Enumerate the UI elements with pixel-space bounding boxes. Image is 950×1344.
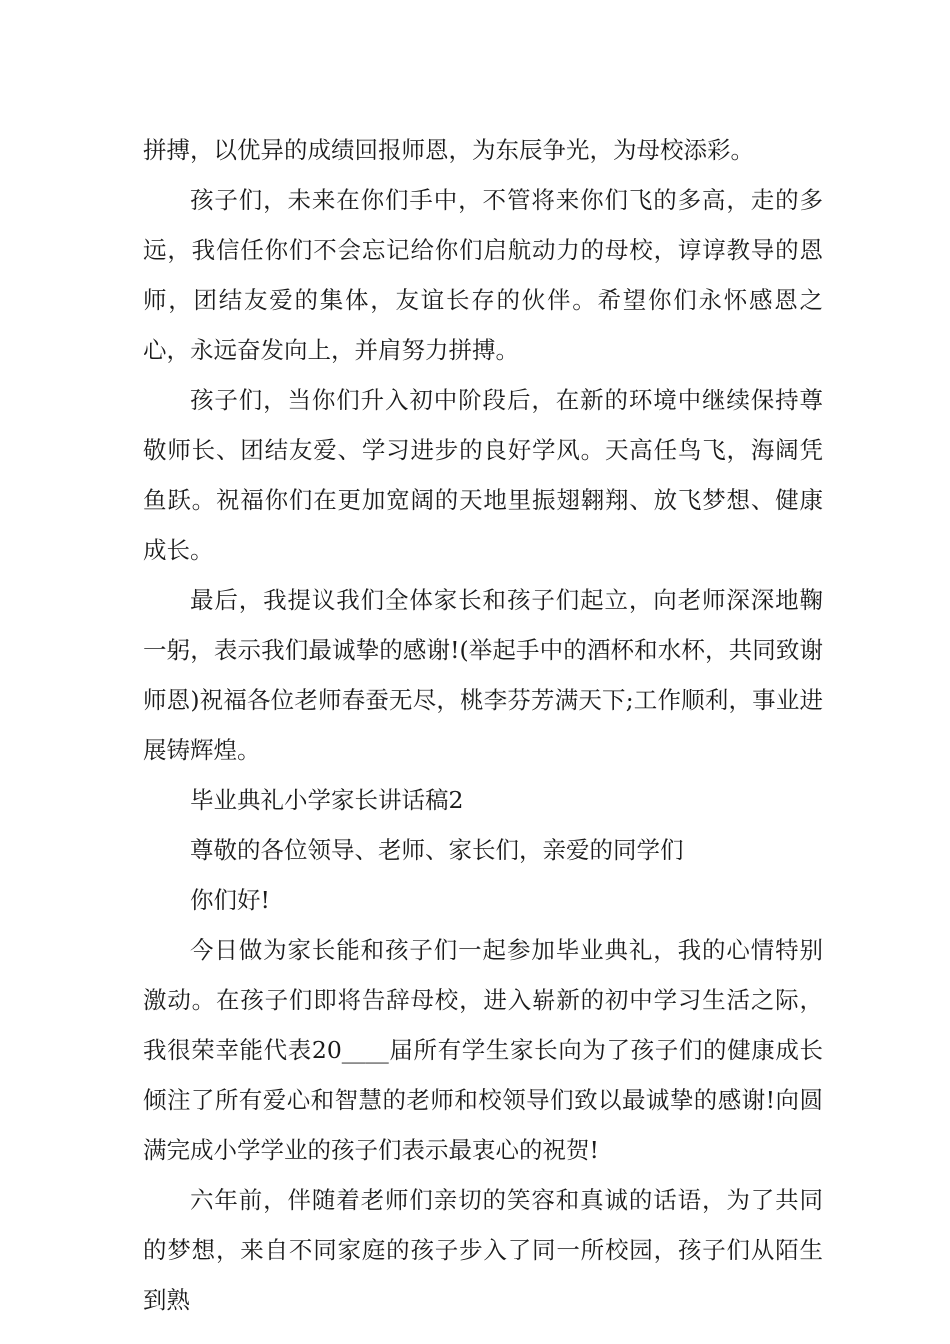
paragraph-1: 拼搏，以优异的成绩回报师恩，为东辰争光，为母校添彩。 xyxy=(143,136,754,164)
paragraph-6: 六年前，伴随着老师们亲切的笑容和真诚的话语，为了共同的梦想，来自不同家庭的孩子步入了同一所校园，孩子们从陌生到熟 xyxy=(143,1186,823,1314)
salutation: 尊敬的各位领导、老师、家长们，亲爱的同学们 xyxy=(190,836,684,864)
greeting: 你们好! xyxy=(190,886,270,914)
paragraph-2: 孩子们，未来在你们手中，不管将来你们飞的多高，走的多远，我信任你们不会忘记给你们启航动力的母校，谆谆教导的恩师，团结友爱的集体，友谊长存的伙伴。希望你们永怀感恩之心，永远奋发向上，并肩努力拼搏。 xyxy=(143,186,823,364)
paragraph-3: 孩子们，当你们升入初中阶段后，在新的环境中继续保持尊敬师长、团结友爱、学习进步的良好学风。天高任鸟飞，海阔凭鱼跃。祝福你们在更加宽阔的天地里振翅翱翔、放飞梦想、健康成长。 xyxy=(143,386,823,564)
paragraph-4: 最后，我提议我们全体家长和孩子们起立，向老师深深地鞠一躬，表示我们最诚挚的感谢!(举起手中的酒杯和水杯，共同致谢师恩)祝福各位老师春蚕无尽，桃李芬芳满天下;工作顺利，事业进展铸辉煌。 xyxy=(143,586,823,764)
paragraph-5: 今日做为家长能和孩子们一起参加毕业典礼，我的心情特别激动。在孩子们即将告辞母校，进入崭新的初中学习生活之际，我很荣幸能代表20____届所有学生家长向为了孩子们的健康成长倾注了所有爱心和智慧的老师和校领导们致以最诚挚的感谢!向圆满完成小学学业的孩子们表示最衷心的祝贺! xyxy=(143,936,823,1164)
document-body xyxy=(143,125,823,1325)
section-heading: 毕业典礼小学家长讲话稿2 xyxy=(190,786,464,814)
